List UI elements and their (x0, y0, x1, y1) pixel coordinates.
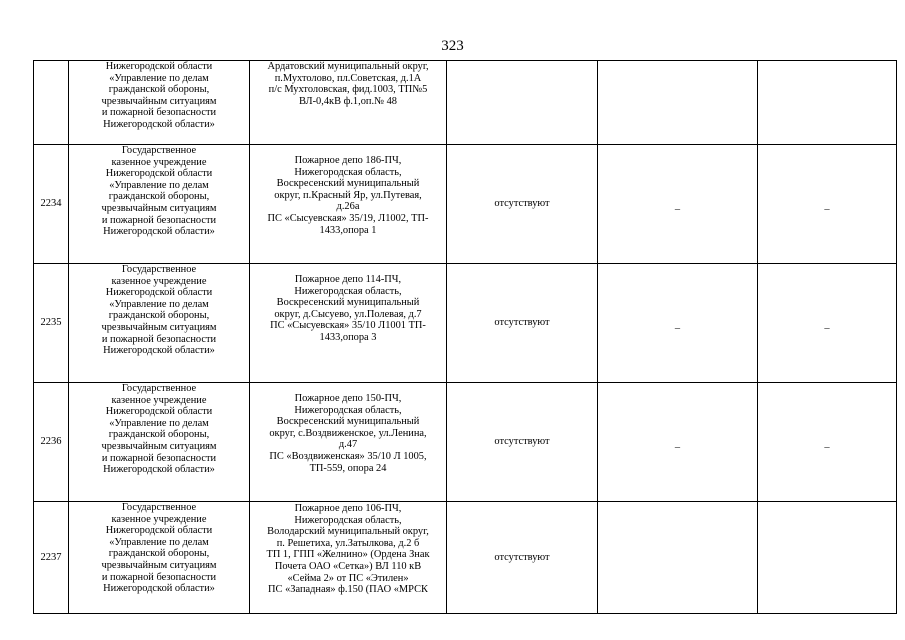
organization-cell: Государственное казенное учреждение Нижегородской области «Управление по делам гражданской обороны, чрезвычайным ситуациям и пожарной безопасности Нижегородской области» (69, 264, 250, 383)
table-row (34, 61, 897, 145)
col5-cell (598, 145, 758, 264)
address-cell: Пожарное депо 114-ПЧ, Нижегородская область, Воскресенский муниципальный округ, д.Сысуево, ул.Полевая, д.7 ПС «Сысуевская» 35/10 Л1001 ТП- 1433,опора 3 (250, 264, 447, 383)
col5-cell (598, 502, 758, 614)
organization-cell: Государственное казенное учреждение Нижегородской области «Управление по делам гражданской обороны, чрезвычайным ситуациям и пожарной безопасности Нижегородской области» (69, 383, 250, 502)
row-number: 2234 (34, 145, 69, 264)
organization-cell: Государственное казенное учреждение Нижегородской области «Управление по делам гражданской обороны, чрезвычайным ситуациям и пожарной безопасности Нижегородской области» (69, 145, 250, 264)
page-number: 323 (441, 38, 464, 54)
col6-cell (758, 502, 897, 614)
table-row (34, 264, 897, 383)
status-cell: отсутствуют (447, 502, 598, 614)
row-number: 2235 (34, 264, 69, 383)
dash: – (674, 323, 681, 335)
col6-cell (758, 145, 897, 264)
dash: – (674, 204, 681, 216)
dash: – (824, 442, 830, 454)
dash: – (674, 442, 681, 454)
col6-cell (758, 61, 897, 145)
row-number (34, 61, 69, 145)
address-cell: Ардатовский муниципальный округ, п.Мухтолово, пл.Советская, д.1А п/с Мухтоловская, фид.1003, ТП№5 ВЛ-0,4кВ ф.1,оп.№ 48 (250, 61, 447, 145)
status-cell: отсутствуют (447, 264, 598, 383)
dash: – (824, 204, 830, 216)
status-cell: отсутствуют (447, 145, 598, 264)
table-row (34, 383, 897, 502)
status-cell (447, 61, 598, 145)
table-row (34, 502, 897, 614)
row-number: 2237 (34, 502, 69, 614)
facilities-table (33, 60, 897, 614)
col5-cell (598, 61, 758, 145)
organization-cell: Нижегородской области «Управление по делам гражданской обороны, чрезвычайным ситуациям и пожарной безопасности Нижегородской области» (69, 61, 250, 145)
status-cell: отсутствуют (447, 383, 598, 502)
address-cell: Пожарное депо 150-ПЧ, Нижегородская область, Воскресенский муниципальный округ, с.Воздвиженское, ул.Ленина, д.47 ПС «Воздвиженская» 35/10 Л 1005, ТП-559, опора 24 (250, 383, 447, 502)
table-row (34, 145, 897, 264)
row-number: 2236 (34, 383, 69, 502)
col5-cell (598, 264, 758, 383)
col6-cell (758, 383, 897, 502)
col6-cell (758, 264, 897, 383)
address-cell: Пожарное депо 106-ПЧ, Нижегородская область, Володарский муниципальный округ, п. Решетиха, ул.Затылкова, д.2 б ТП 1, ГПП «Желнино» (Ордена Знак Почета ОАО «Сетка») ВЛ 110 кВ «Сейма 2» от ПС «Этилен» ПС «Западная» ф.150 (ПАО «МРСК (250, 502, 447, 614)
col5-cell (598, 383, 758, 502)
dash: – (824, 323, 830, 335)
organization-cell: Государственное казенное учреждение Нижегородской области «Управление по делам гражданской обороны, чрезвычайным ситуациям и пожарной безопасности Нижегородской области» (69, 502, 250, 614)
address-cell: Пожарное депо 186-ПЧ, Нижегородская область, Воскресенский муниципальный округ, п.Красный Яр, ул.Путевая, д.26а ПС «Сысуевская» 35/19, Л1002, ТП- 1433,опора 1 (250, 145, 447, 264)
